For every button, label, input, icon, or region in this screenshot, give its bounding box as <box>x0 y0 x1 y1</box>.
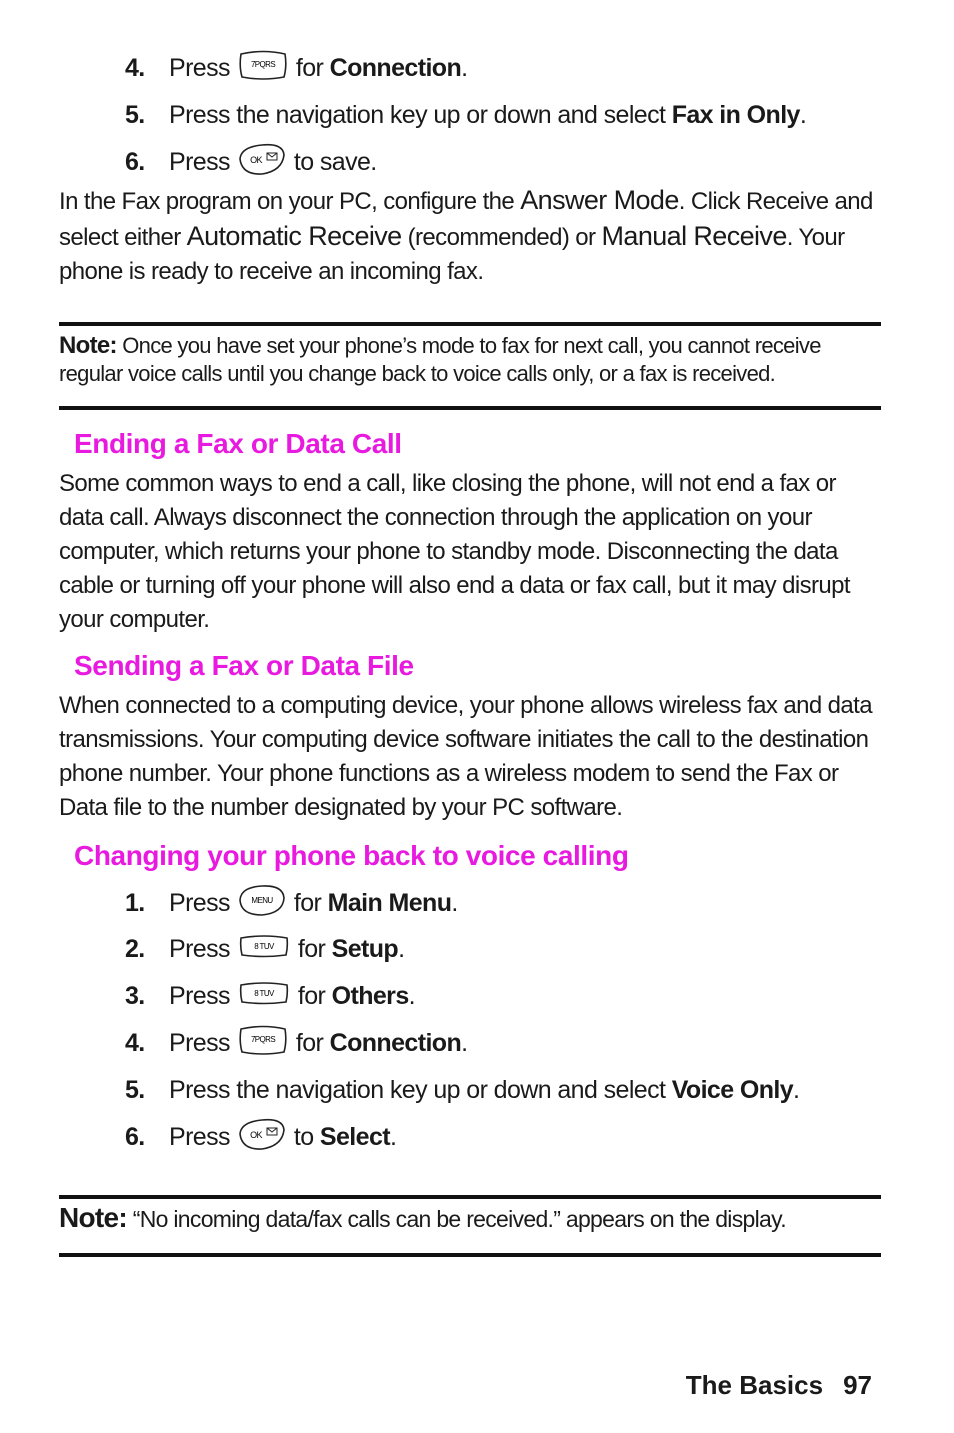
step-prefix: Press <box>169 981 230 1010</box>
7pqrs-key-icon <box>238 1025 288 1062</box>
step-target: Select <box>319 1122 390 1151</box>
menu-key-icon <box>238 882 286 925</box>
page-footer <box>686 1370 872 1401</box>
step-target: Others <box>331 981 409 1010</box>
answer-mode-term: Answer Mode <box>520 185 679 215</box>
step-target: Connection <box>329 53 462 82</box>
page-number: 97 <box>843 1370 872 1400</box>
note-top-rule <box>59 322 881 326</box>
note-text: “No incoming data/fax calls can be received.” appears on the display. <box>127 1206 786 1232</box>
step-suffix: . <box>461 53 468 82</box>
step-suffix: . <box>793 1075 800 1104</box>
8tuv-key-icon <box>238 980 290 1013</box>
automatic-receive-term: Automatic Receive <box>186 221 402 251</box>
step-4-top <box>125 50 905 86</box>
intro-text-4: . Your phone is ready to receive an incoming fax. <box>59 224 845 285</box>
footer-section-name: The Basics <box>685 1370 824 1400</box>
step-mid: to <box>293 1122 314 1151</box>
step-prefix: Press the navigation key up or down and select <box>169 1075 666 1104</box>
key-label: 8 TUV <box>254 941 274 951</box>
step-target: Fax in Only <box>671 100 800 129</box>
key-label: OK <box>250 1129 262 1140</box>
manual-receive-term: Manual Receive <box>601 221 787 251</box>
step-prefix: Press <box>169 1028 230 1057</box>
step-target: Voice Only <box>671 1075 794 1104</box>
step-suffix: . <box>389 1122 397 1151</box>
step-prefix: Press <box>169 53 230 82</box>
key-label: MENU <box>251 895 273 905</box>
step-number: 4. <box>125 53 145 82</box>
step-target: Connection <box>329 1028 462 1057</box>
8tuv-key-icon <box>238 933 290 966</box>
key-label: OK <box>250 154 262 165</box>
note-label: Note: <box>59 1202 128 1233</box>
heading-sending-fax: Sending a Fax or Data File <box>74 650 414 681</box>
note2-top-rule <box>59 1195 881 1199</box>
step-5 <box>125 1072 905 1108</box>
step-1 <box>125 885 905 921</box>
step-6 <box>125 1119 905 1155</box>
step-number: 6. <box>125 147 145 176</box>
step-suffix: . <box>461 1028 468 1057</box>
step-prefix: Press <box>169 888 230 917</box>
note-fax-mode <box>59 332 881 388</box>
heading-changing-voice: Changing your phone back to voice calling <box>74 840 629 871</box>
step-number: 3. <box>125 981 145 1010</box>
step-number: 6. <box>125 1122 145 1151</box>
step-4 <box>125 1025 905 1061</box>
step-mid: for <box>295 53 324 82</box>
step-mid: for <box>295 1028 324 1057</box>
step-6-top <box>125 144 905 180</box>
intro-text-3: (recommended) or <box>401 224 602 251</box>
step-number: 1. <box>125 888 145 917</box>
step-target: Setup <box>331 934 399 963</box>
step-suffix: . <box>408 981 415 1010</box>
step-2 <box>125 931 905 967</box>
note2-bottom-rule <box>59 1253 881 1257</box>
ending-call-paragraph: Some common ways to end a call, like closing the phone, will not end a fax or data call. Always disconnect the connection through the application on your computer, which returns your phone to standby mode. Disconnecting the data cable or turning off your phone will also end a data or fax call, but it may disrupt your computer. <box>59 470 850 633</box>
heading-ending-call: Ending a Fax or Data Call <box>74 428 402 459</box>
step-suffix: . <box>799 100 807 129</box>
intro-text-2: . Click Receive and select either <box>59 188 873 251</box>
step-3 <box>125 978 905 1014</box>
step-number: 5. <box>125 100 145 129</box>
step-number: 4. <box>125 1028 145 1057</box>
step-number: 2. <box>125 934 145 963</box>
key-label: 7PQRS <box>250 1034 275 1044</box>
step-target: Main Menu <box>327 888 452 917</box>
note-display-message <box>59 1204 881 1233</box>
step-mid: for <box>297 934 326 963</box>
step-prefix: Press <box>169 147 230 176</box>
intro-paragraph <box>59 183 879 289</box>
step-prefix: Press <box>169 1122 230 1151</box>
ok-key-icon <box>238 1116 286 1159</box>
step-suffix: . <box>398 934 405 963</box>
step-mid: to save. <box>293 147 377 176</box>
key-label: 7PQRS <box>250 59 275 69</box>
note-text: Once you have set your phone’s mode to fax for next call, you cannot receive regular voice calls until you change back to voice calls only, or a fax is received. <box>59 333 821 386</box>
note-label: Note: <box>59 332 117 359</box>
step-prefix: Press <box>169 934 230 963</box>
note-bottom-rule <box>59 406 881 410</box>
step-suffix: . <box>451 888 458 917</box>
key-label: 8 TUV <box>254 988 274 998</box>
step-5-top <box>125 97 905 133</box>
sending-fax-paragraph: When connected to a computing device, your phone allows wireless fax and data transmissions. Your computing device software initiates the call to the destination phone number. Your phone functions as a wireless modem to send the Fax or Data file to the number designated by your PC software. <box>59 692 872 821</box>
ok-key-icon <box>238 141 286 184</box>
step-number: 5. <box>125 1075 145 1104</box>
7pqrs-key-icon <box>238 50 288 87</box>
intro-text-1: In the Fax program on your PC, configure the <box>59 188 521 215</box>
step-prefix: Press the navigation key up or down and select <box>169 100 666 129</box>
step-mid: for <box>293 888 322 917</box>
step-mid: for <box>297 981 326 1010</box>
